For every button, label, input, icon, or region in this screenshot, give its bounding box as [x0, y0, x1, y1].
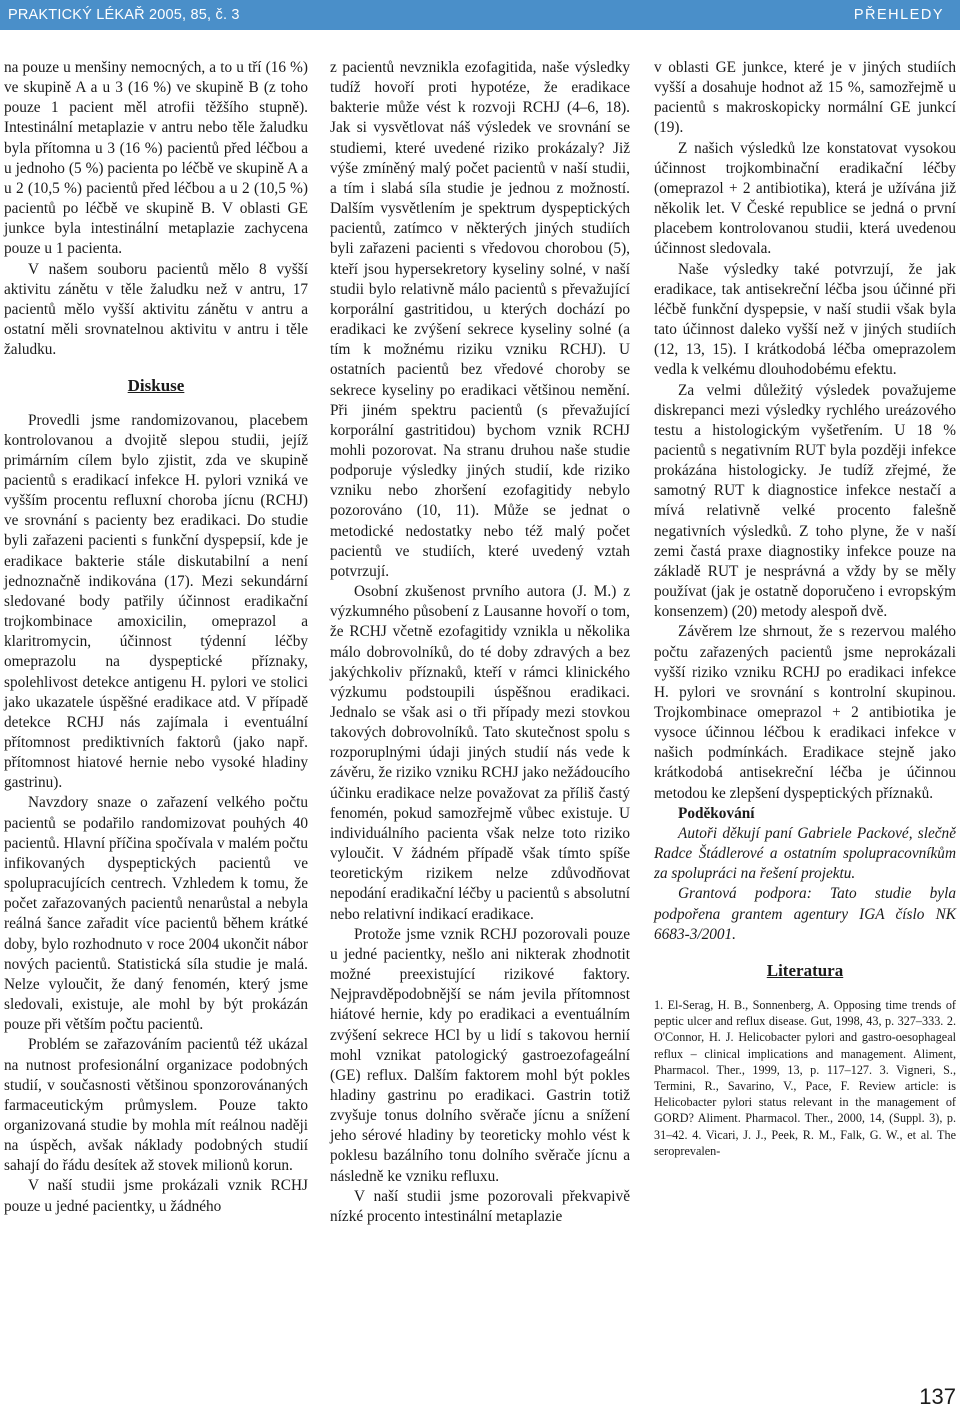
- column-middle: [330, 58, 630, 1227]
- paragraph: Závěrem lze shrnout, že s rezervou malého počtu zařazených pacientů jsme neprokázali vyšší riziko vzniku RCHJ po eradikaci infekce H. pylori ve srovnání s kontrolní skupinou. Trojkombinace omeprazol + 2 antibiotika je vysoce účinnou léčbou k eradikaci infekce v našich podmínkách. Eradikace stejně jako krátkodobá antisekreční léčba je účinnou metodou ke zlepšení dyspeptických příznaků.: [654, 623, 956, 802]
- section-heading-diskuse: Diskuse: [127, 376, 185, 396]
- paragraph: Provedli jsme randomizovanou, placebem kontrolovanou a dvojitě slepou studii, jejíž primárním cílem bylo zjistit, zda ve skupině pacientů s eradikací infekce H. pylori vzniká ve vyšším procentu refluxní choroba jícnu (RCHJ) ve srovnání s pacienty bez eradikaci. Do studie byli zařazeni pacienti s funkční dyspepsií, kde je eradikace bakterie stále diskutabilní a není jednoznačně indikována (17). Mezi sekundární sledované body patřily účinnost eradikační trojkombinace amoxicilin, omeprazol a klaritromycin, účinnost týdenní léčby omeprazolu na dyspeptické příznaky, spolehlivost detekce antigenu H. pylori ve stolici jako ukazatele úspěšné eradikace atd. V případě detekce RCHJ nás zajímala i eventuální přítomnost prediktivních faktorů (jako např. přítomnost hiatové hernie nebo vysoké hladiny gastrinu).: [4, 411, 308, 792]
- grant-note: Grantová podpora: Tato studie byla podpořena grantem agentury IGA číslo NK 6683-3/2001.: [654, 885, 956, 943]
- paragraph: V naší studii jsme prokázali vznik RCHJ pouze u jedné pacientky, u žádného: [4, 1177, 308, 1215]
- paragraph: Protože jsme vznik RCHJ pozorovali pouze u jedné pacientky, nešlo ani nikterak zhodnotit možné preexistující rizikové faktory. Nejpravděpodobnější se nám jevila přítomnost hiátové hernie, kdy po eradikaci a eventuálním zvýšení sekrece HCl by u lidí s takovou hernií mohl vznikat patologický gastroezofageální (GE) reflux. Dalším faktorem mohl být pokles hladiny gastrinu po eradikaci. Gastrin totiž zvyšuje tonus dolního svěrače jícnu a snížení jeho sérové hladiny by teoreticky mohlo vést k poklesu bazálního tonu dolního svěrače jícnu a následně ke vzniku refluxu.: [330, 925, 630, 1185]
- section-label: PŘEHLEDY: [853, 7, 944, 23]
- column-right: [654, 58, 956, 1159]
- acknowledgement-text: Autoři děkují paní Gabriele Packové, slečně Radce Štádlerové a ostatním spolupracovníkům za spolupráci na řešení projektu.: [654, 824, 956, 883]
- paragraph: Z našich výsledků lze konstatovat vysokou účinnost trojkombinační eradikační léčby (omeprazol + 2 antibiotika), která je užívána již několik let. V České republice se jedná o první placebem kontrolovanou studii, která uvedenou účinnost sledovala.: [654, 139, 956, 258]
- paragraph: Osobní zkušenost prvního autora (J. M.) z výzkumného působení z Lausanne hovoří o tom, že RCHJ včetně ezofagitidy vznikla u několika málo dobrovolníků, do té doby zdravých a bez jakýchkoliv příznaků, kteří v rámci klinického výzkumu podstoupili úspěšnou eradikaci. Jednalo se však asi o tři případy mezi stovkou takových dobrovolníků. Tato skutečnost spolu s rozporuplnými údaji jiných studií nás vede k závěru, že riziko vzniku RCHJ jako nežádoucího účinku eradikace nelze považovat za příliš častý fenomén, pokud samozřejmě vůbec existuje. U individuálního pacienta však nelze toto riziko vyloučit. V žádném případě však tímto spíše teoretickým rizikem nelze zdůvodňovat nepodání eradikační léčby u pacientů s absolutní nebo relativní indikací eradikace.: [330, 583, 630, 923]
- references-list: [654, 997, 956, 1159]
- paragraph: Naše výsledky také potvrzují, že jak eradikace, tak antisekreční léčba jsou účinné při léčbě funkční dyspepsie, v naší studii však byla tato účinnost daleko vyšší než v jiných studiích (12, 13, 15). I krátkodobá léčba omeprazolem vedla k velkému dlouhodobému efektu.: [654, 260, 956, 379]
- page-number: 137: [919, 1384, 956, 1409]
- paragraph: na pouze u menšiny nemocných, a to u tří (16 %) ve skupině A a u 3 (16 %) ve skupině B (z toho pouze 1 pacient měl atrofii těžšího stupně). Intestinální metaplazie v antru nebo těle žaludku byla přítomna u 3 (16 %) pacientů před léčbou a u jednoho (5 %) pacienta po léčbě ve skupině A a u 2 (10,5 %) pacientů před léčbou a u 2 (10,5 %) pacientů po léčbě ve skupině B. V oblasti GE junkce byla intestinální metaplazie zachycena pouze u 1 pacienta.: [4, 59, 308, 258]
- column-left: [4, 58, 308, 1217]
- page-header: [0, 0, 960, 30]
- paragraph: Za velmi důležitý výsledek považujeme diskrepanci mezi výsledky rychlého ureázového testu a histologickým vyšetřením. U 18 % pacientů s negativním RUT byla později infekce prokázána histologicky. Je tudíž zřejmé, že samotný RUT k diagnostice infekce nestačí a mívá relativně velké procento falešně negativních výsledků. Z toho plyne, že v naší zemi častá praxe diagnostiky infekce pouze na základě RUT je nesprávná a vždy by se měly používat (jak je ostatně doporučeno i evropským konsenzem) (20) metody alespoň dvě.: [654, 381, 956, 621]
- paragraph: z pacientů nevznikla ezofagitida, naše výsledky tudíž hovoří proti hypotéze, že eradikace bakterie může vést k rozvoji RCHJ (4–6, 18). Jak si vysvětlovat náš výsledek ve srovnání se studiemi, které uvedené riziko prokázaly? Již výše zmíněný malý počet pacientů v naší studii, a tím i slabá síla studie je jednou z možností. Dalším vysvětlením je spektrum dyspeptických pacientů, zatímco v některých jiných studiích byli zařazeni pacienti s vředovou chorobou (5), kteří jsou hypersekretory kyseliny solné, v naší studii bylo relativně málo pacientů s převažující korporální gastritidou, u kterých dochází po eradikaci ke zvýšení sekrece kyseliny solné (a tím k možnému riziku vzniku RCHJ). U ostatních pacientů bez vředové choroby se sekrece kyseliny po eradikaci většinou nemění. Při jiném spektru pacientů (s převažující korporální gastritidou) bychom vznik RCHJ mohli pozorovat. Na stranu druhou naše studie podporuje výsledky jiných studií, kde riziko vzniku nebo zhoršení ezofagitidy nebylo pozorováno (10, 11). Může se jednat o metodické nedostatky nebo též malý počet pacientů ve studiích, které uvedený vztah potvrzují.: [330, 59, 630, 580]
- acknowledgement-heading: Poděkování: [678, 804, 755, 822]
- paragraph: Problém se zařazováním pacientů též ukázal na nutnost profesionální organizace podobných studií, v současnosti většinou sponzorovánaných farmaceutickým průmyslem. Pouze takto organizovaná studie by mohla mít reálnou naději na úspěch, avšak náklady podobných studií sahají do řádu desítek až stovek milionů korun.: [4, 1036, 308, 1175]
- paragraph: v oblasti GE junkce, které je v jiných studiích vyšší a dosahuje hodnot až 15 %, samozřejmě u pacientů s makroskopicky normální GE junkcí (19).: [654, 59, 956, 137]
- paragraph: V našem souboru pacientů mělo 8 vyšší aktivitu zánětu v těle žaludku než v antru, 17 pacientů mělo vyšší aktivitu zánětu v antru a ostatní měli srovnatelnou aktivitu v antru i těle žaludku.: [4, 260, 308, 359]
- paragraph: V naší studii jsme pozorovali překvapivě nízké procento intestinální metaplazie: [330, 1187, 630, 1225]
- paragraph: Navzdory snaze o zařazení velkého počtu pacientů se podařilo randomizovat pouhých 40 pacientů. Hlavní příčina spočívala v malém počtu infikovaných dyspeptických pacientů ve spolupracujících centrech. Vzhledem k tomu, že počet zařazovaných pacientů nenarůstal a nebyla reálná šance zařadit více pacientů během krátké doby, bylo rozhodnuto v roce 2004 ukončit nábor nových pacientů. Statistická síla studie je malá. Nelze vyloučit, že daný fenomén, který jsme sledovali, existuje, ale mohl by být prokázán pouze při větším počtu pacientů.: [4, 794, 308, 1034]
- journal-citation: PRAKTICKÝ LÉKAŘ 2005, 85, č. 3: [8, 7, 240, 23]
- section-heading-literatura: Literatura: [766, 960, 844, 980]
- reference-text: 1. El-Serag, H. B., Sonnenberg, A. Opposing time trends of peptic ulcer and reflux disease. Gut, 1998, 43, p. 327–333. 2. O'Connor, H. J. Helicobacter pylori and gastro-oesophageal reflux – clinical implications and management. Aliment, Pharmacol. Ther., 1999, 13, p. 117–127. 3. Vigneri, S., Termini, R., Savarino, V., Pace, F. Review article: is Helicobacter pylori status relevant in the management of GORD? Aliment. Pharmacol. Ther., 2000, 14, (Suppl. 3), p. 31–42. 4. Vicari, J. J., Peek, R. M., Falk, G. W., et al. The seroprevalen-: [654, 998, 956, 1158]
